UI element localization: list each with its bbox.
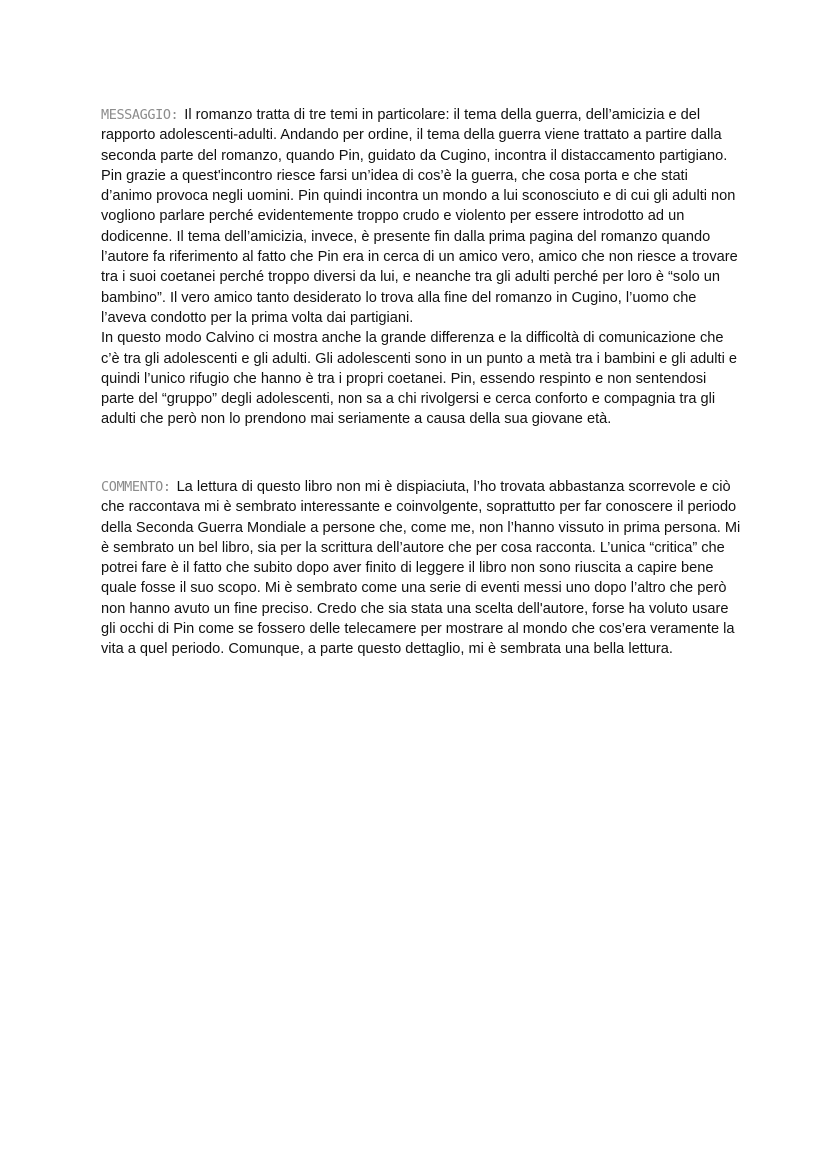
messaggio-paragraph-2: In questo modo Calvino ci mostra anche la grande differenza e la difficoltà di comunicazione che c’è tra gli adolescenti e gli adulti. Gli adolescenti sono in un punto a metà tra i bambini e gli adulti e quindi l’unico rifugio che hanno è tra i propri coetanei. Pin, essendo respinto e non sentendosi parte del “gruppo” degli adolescenti, non sa a chi rivolgersi e cerca conforto e compagnia tra gli adulti che però non lo prendono mai seriamente a causa della sua giovane età.: [101, 330, 738, 428]
commento-paragraph-1-text: La lettura di questo libro non mi è dispiaciuta, l’ho trovata abbastanza scorrevole e ciò che raccontava mi è sembrato interessante e coinvolgente, soprattutto per far conoscere il periodo della Seconda Guerra Mondiale a persone che, come me, non l’hanno vissuto in prima persona. Mi è sembrato un bel libro, sia per la scrittura dell’autore che per cosa racconta. L’unica “critica” che potrei fare è il fatto che subito dopo aver finito di leggere il libro non sono riuscita a capire bene quale fosse il suo scopo. Mi è sembrato come una serie di eventi messi uno dopo l’altro che però non hanno avuto un fine preciso. Credo che sia stata una scelta dell'autore, forse ha voluto usare gli occhi di Pin come se fossero delle telecamere per mostrare al mondo che cos’era veramente la vita a quel periodo. Comunque, a parte questo dettaglio, mi è sembrata una bella lettura.: [101, 479, 741, 658]
messaggio-section: [101, 105, 741, 430]
commento-section: [101, 477, 741, 660]
messaggio-paragraph-1-text: Il romanzo tratta di tre temi in particolare: il tema della guerra, dell’amicizia e del rapporto adolescenti-adulti. Andando per ordine, il tema della guerra viene trattato a partire dalla seconda parte del romanzo, quando Pin, guidato da Cugino, incontra il distaccamento partigiano. Pin grazie a quest'incontro riesce farsi un’idea di cos’è la guerra, che cosa porta e che stati d’animo provoca negli uomini. Pin quindi incontra un mondo a lui sconosciuto e di cui gli adulti non vogliono parlare perché evidentemente troppo crudo e violento per essere introdotto ad un dodicenne. Il tema dell’amicizia, invece, è presente fin dalla prima pagina del romanzo quando l’autore fa riferimento al fatto che Pin era in cerca di un amico vero, amico che non riesce a trovare tra i suoi coetanei perché troppo diversi da lui, e neanche tra gli adulti perché per loro è “solo un bambino”. Il vero amico tanto desiderato lo trova alla fine del romanzo in Cugino, l’uomo che l’aveva condotto per la prima volta dai partigiani.: [101, 107, 738, 326]
messaggio-heading: MESSAGGIO:: [101, 107, 179, 123]
commento-heading: COMMENTO:: [101, 479, 171, 495]
messaggio-paragraph-1: [101, 105, 741, 328]
commento-paragraph-1: [101, 477, 741, 660]
